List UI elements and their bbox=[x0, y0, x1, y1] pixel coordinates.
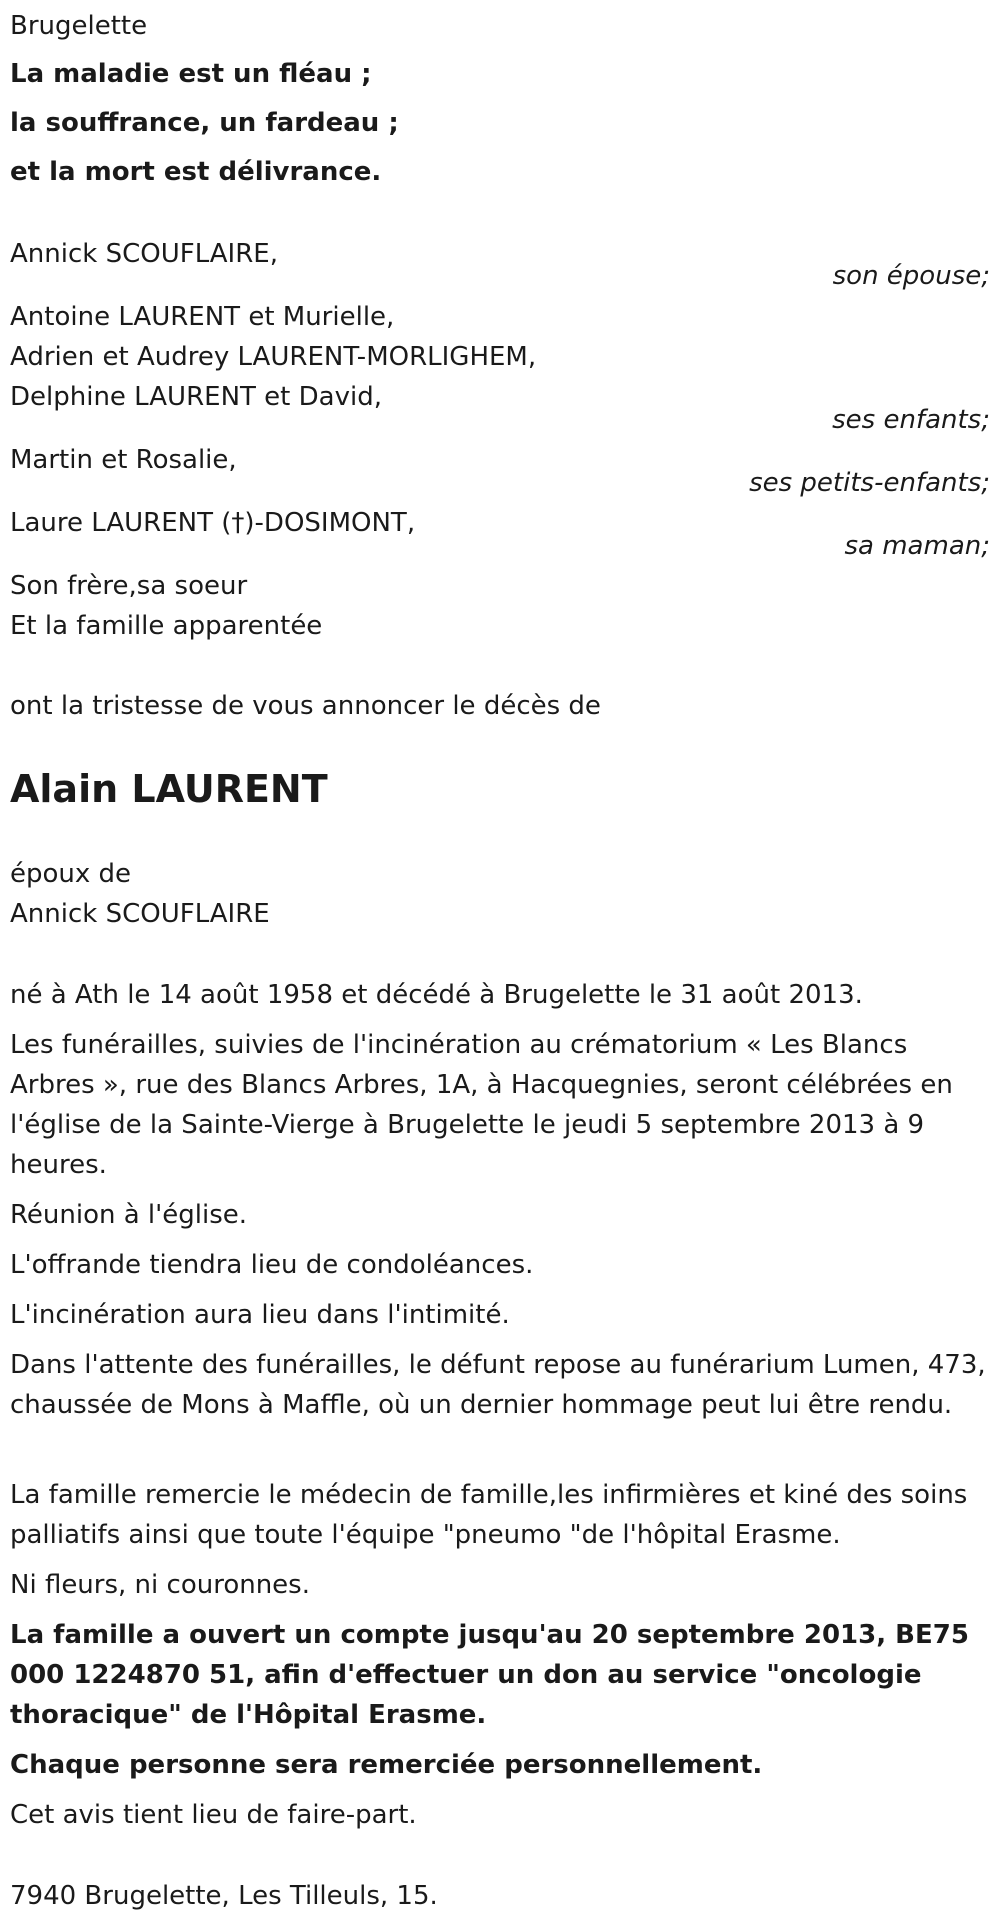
other-family-2: Et la famille apparentée bbox=[10, 611, 323, 641]
quote-line-3: et la mort est délivrance. bbox=[10, 157, 382, 187]
quote-line-1: La maladie est un fléau ; bbox=[10, 59, 372, 89]
spouse-name: Annick SCOUFLAIRE, bbox=[10, 239, 278, 269]
mother-role: sa maman; bbox=[844, 531, 990, 561]
children-role: ses enfants; bbox=[832, 405, 990, 435]
birth-death-text: né à Ath le 14 août 1958 et décédé à Brugelette le 31 août 2013. bbox=[10, 980, 863, 1010]
deceased-name: Alain LAURENT bbox=[10, 767, 328, 811]
account-paragraph: La famille a ouvert un compte jusqu'au 20 septembre 2013, BE75 000 1224870 51, afin d'effectuer un don au service "oncologie thoracique" de l'Hôpital Erasme. bbox=[10, 1620, 969, 1730]
offering-text: L'offrande tiendra lieu de condoléances. bbox=[10, 1250, 534, 1280]
child-1: Antoine LAURENT et Murielle, bbox=[10, 302, 395, 332]
rest-paragraph: Dans l'attente des funérailles, le défunt repose au funérarium Lumen, 473, chaussée de Mons à Maffle, où un dernier hommage peut lui être rendu. bbox=[10, 1350, 986, 1420]
grandchildren-role: ses petits-enfants; bbox=[749, 468, 990, 498]
quote-line-2: la souffrance, un fardeau ; bbox=[10, 108, 399, 138]
personal-thanks-text: Chaque personne sera remerciée personnellement. bbox=[10, 1750, 763, 1780]
other-family-1: Son frère,sa soeur bbox=[10, 571, 248, 601]
meeting-text: Réunion à l'église. bbox=[10, 1200, 248, 1230]
no-flowers-text: Ni fleurs, ni couronnes. bbox=[10, 1570, 310, 1600]
thanks-paragraph: La famille remercie le médecin de famille,les infirmières et kiné des soins palliatifs ainsi que toute l'équipe "pneumo "de l'hôpital Erasme. bbox=[10, 1480, 968, 1550]
address-text: 7940 Brugelette, Les Tilleuls, 15. bbox=[10, 1881, 438, 1911]
spouse-role: son épouse; bbox=[832, 261, 990, 291]
child-3: Delphine LAURENT et David, bbox=[10, 382, 382, 412]
spouse-of-label: époux de bbox=[10, 859, 132, 889]
child-2: Adrien et Audrey LAURENT-MORLIGHEM, bbox=[10, 342, 537, 372]
notice-text: Cet avis tient lieu de faire-part. bbox=[10, 1800, 417, 1830]
funeral-paragraph: Les funérailles, suivies de l'incinération au crématorium « Les Blancs Arbres », rue des Blancs Arbres, 1A, à Hacquegnies, seront célébrées en l'église de la Sainte-Vierge à Brugelette le jeudi 5 septembre 2013 à 9 heures. bbox=[10, 1030, 953, 1180]
grandchildren-names: Martin et Rosalie, bbox=[10, 445, 237, 475]
announcement-text: ont la tristesse de vous annoncer le décès de bbox=[10, 691, 601, 721]
mother-name: Laure LAURENT (†)-DOSIMONT, bbox=[10, 508, 416, 538]
cremation-text: L'incinération aura lieu dans l'intimité. bbox=[10, 1300, 510, 1330]
spouse-of-name: Annick SCOUFLAIRE bbox=[10, 899, 270, 929]
header-place: Brugelette bbox=[10, 11, 148, 41]
